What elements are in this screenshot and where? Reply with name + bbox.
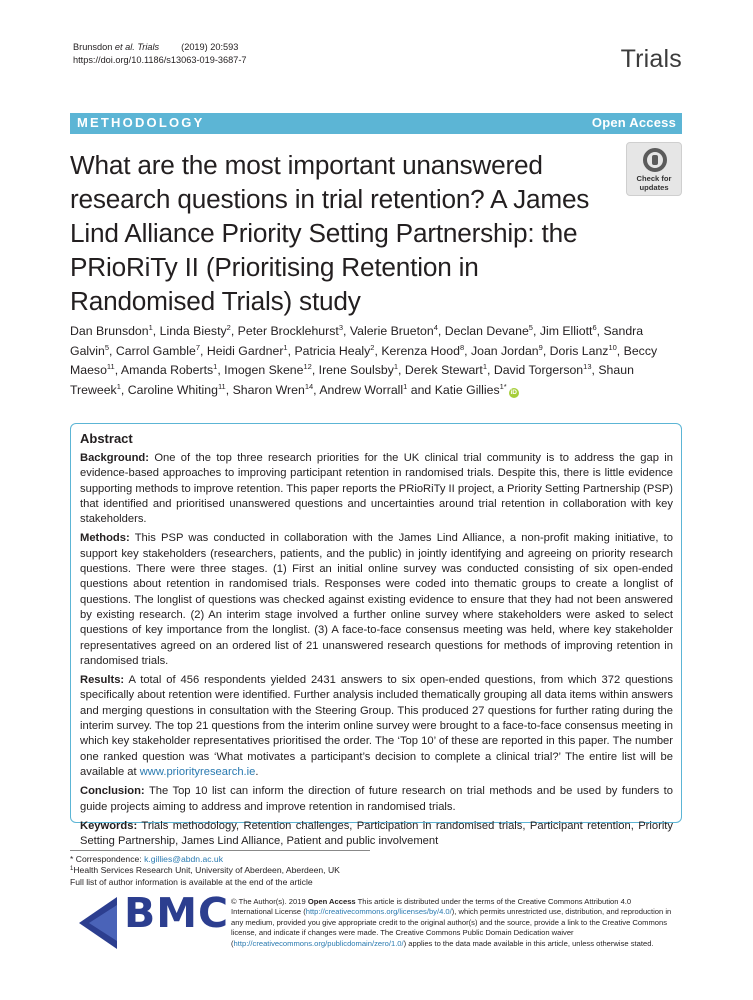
author-name-text: Jim Elliott	[539, 324, 593, 338]
author-name-text: Heidi Gardner	[206, 343, 284, 358]
abstract-keywords	[80, 819, 673, 850]
author-affiliation-mark: 1*	[499, 381, 507, 391]
license-link-by[interactable]: http://creativecommons.org/licenses/by/4.0/	[305, 907, 452, 917]
abstract-conclusion	[80, 784, 673, 815]
badge-line1: Check for	[636, 174, 672, 183]
author-name-text: Andrew Worrall	[319, 382, 404, 397]
abstract-box	[70, 423, 682, 848]
background-label: Background:	[80, 452, 149, 464]
bookmark-ring-icon	[643, 148, 667, 172]
author-name-text: Sharon Wren	[232, 382, 305, 397]
author-name-text: Imogen Skene	[224, 363, 304, 377]
author-name[interactable]	[70, 324, 153, 338]
author-name[interactable]	[381, 344, 464, 358]
author-name[interactable]	[494, 363, 592, 377]
author-name[interactable]	[319, 383, 407, 397]
priority-research-link[interactable]: www.priorityresearch.ie	[139, 765, 256, 778]
author-name[interactable]	[121, 363, 217, 377]
author-affiliation-mark: 11	[217, 381, 226, 391]
author-name-text: Kerenza Hood	[381, 343, 460, 358]
author-name[interactable]	[445, 324, 533, 338]
conclusion-text: The Top 10 list can inform the direction of future research on trial methods and be used by funders to guide projects aiming to address and improve retention in randomised trials.	[80, 785, 674, 813]
author-name-text: Declan Devane	[444, 324, 529, 338]
author-name[interactable]	[128, 383, 226, 397]
license-open-access: Open Access	[307, 897, 356, 906]
citation-header	[73, 41, 247, 67]
author-affiliation-mark: 10	[608, 342, 617, 352]
author-name[interactable]	[350, 324, 438, 338]
footnote	[70, 850, 370, 888]
methods-label: Methods:	[80, 532, 130, 545]
affiliation-text: Health Services Research Unit, University of Aberdeen, Aberdeen, UK	[73, 865, 340, 876]
methods-text: This PSP was conducted in collaboration with the James Lind Alliance, a non-profit making initiative, to support key stakeholders (researchers, patients, and the public) in jointly identifying and agreeing on priority research questions. There were three stages. (1) First an initial online survey was conducted consisting of six open-ended questions about retention in randomised trials. Responses were coded into thematic groups to create a longlist of questions. The longlist of questions was checked against existing evidence to ensure that they had not been answered by existing research. (2) An interim stage involved a further online survey where stakeholders were asked to select questions of key importance from the longlist. (3) A face-to-face consensus meeting was held, where key stakeholder representatives agreed on an ordered list of 21 unanswered research questions for methods of improving retention in randomised trials.	[80, 532, 674, 667]
author-affiliation-mark: 11	[106, 362, 115, 371]
citation-etal: et al. Trials	[114, 42, 160, 52]
author-name[interactable]	[238, 324, 343, 338]
author-name[interactable]	[233, 383, 314, 397]
journal-name: Trials	[620, 45, 682, 73]
citation-year: (2019) 20:593	[181, 42, 239, 52]
author-affiliation-mark: 1	[148, 323, 153, 332]
author-name[interactable]	[116, 344, 200, 358]
correspondence	[70, 854, 370, 865]
abstract-heading: Abstract	[80, 431, 133, 446]
author-affiliation-mark: 6	[592, 323, 597, 332]
author-affiliation-mark: 1	[393, 362, 399, 371]
bmc-logo-text: BMC	[124, 889, 230, 937]
orcid-icon[interactable]: iD	[510, 388, 517, 396]
author-joiner: and	[410, 382, 432, 397]
abstract-methods	[80, 531, 673, 669]
license-part2: This article is distributed under the terms of the Creative Commons Attribution 4.0 International License (	[231, 897, 632, 917]
author-affiliation-mark: 1	[213, 362, 218, 371]
keywords-label: Keywords:	[80, 819, 138, 832]
author-list: Dan Brunsdon$^1$, Linda Biesty$^2$, Peter Brocklehurst$^3$, Valerie Brueton$^4$, Declan Devane$^5$, Jim Elliott$^6$, Sandra Galvin$^5$, Carrol Gamble$^7$, Heidi Gardner$^1$, Patricia Healy$^2$, Kerenza Hood$^8$, Joan Jordan$^9$, Doris Lanz$^{10}$, Beccy Maeso$^{11}$, Amanda Roberts$^1$, Imogen Skene$^{12}$, Irene Soulsby$^1$, Derek Stewart$^1$, David Torgerson$^{13}$, Shaun Treweek$^1$, Caroline Whiting$^{11}$, Sharon Wren$^{14}$, Andrew Worrall$^1$ and Katie Gillies$^{1*}$iD	[70, 323, 658, 397]
author-name[interactable]	[550, 344, 617, 358]
abstract-results	[80, 673, 673, 780]
author-name-text: Shaun Treweek	[70, 363, 634, 397]
affiliation-mark: 1	[70, 866, 74, 873]
article-type-banner	[70, 113, 682, 134]
license-part3: ), which permits unrestricted use, distribution, and reproduction in any medium, provided you give appropriate credit to the original author(s) and the source, provide a link to the Creative Commons license, and indicate if changes were made. The Creative Commons Public Domain Dedication waiver (	[231, 907, 672, 948]
author-affiliation-mark: 8	[459, 342, 465, 352]
author-name-text: Dan Brunsdon	[70, 324, 149, 338]
license-link-zero[interactable]: http://creativecommons.org/publicdomain/zero/1.0/	[233, 938, 404, 948]
author-name-text: Peter Brocklehurst	[237, 324, 339, 338]
author-name[interactable]	[160, 324, 231, 338]
author-name-text: Patricia Healy	[294, 343, 371, 358]
author-affiliation-mark: 1	[403, 381, 408, 391]
full-author-info: Full list of author information is available at the end of the article	[70, 876, 313, 887]
author-name-text: Valerie Brueton	[349, 324, 434, 338]
license-copyright: © The Author(s). 2019	[231, 897, 306, 906]
article-title: What are the most important unanswered research questions in trial retention? A James Lind Alliance Priority Setting Partnership: the PRioRiTy II (Prioritising Retention in Randomised Trials) study	[70, 150, 590, 316]
author-name-text: David Torgerson	[493, 363, 584, 377]
doi-link[interactable]: https://doi.org/10.1186/s13063-019-3687-7	[73, 55, 247, 65]
author-name-text: Doris Lanz	[549, 343, 609, 358]
author-affiliation-mark: 14	[304, 381, 314, 391]
abstract-background	[80, 451, 673, 527]
author-affiliation-mark: 1	[482, 362, 487, 371]
keywords-text: Trials methodology, Retention challenges, Participation in randomised trials, Participant retention, Priority Setting Partnership, James Lind Alliance, Patient and public involvement	[80, 819, 674, 848]
author-affiliation-mark: 1	[283, 342, 288, 352]
results-end: .	[255, 765, 259, 778]
author-name-text: Joan Jordan	[470, 343, 539, 358]
background-text: One of the top three research priorities for the UK clinical trial community is to address the gap in evidence-based approaches to improving participant retention in randomised trials. Despite this, there is little evidence supporting methods to improve retention. This paper reports the PRioRiTy II project, a Priority Setting Partnership (PSP) that identified and prioritised unanswered questions and uncertainties around trial retention in collaboration with key stakeholders.	[80, 452, 674, 526]
author-name[interactable]	[435, 383, 507, 397]
author-name[interactable]	[471, 344, 543, 358]
author-name-text: Derek Stewart	[404, 363, 483, 377]
author-name-text: Katie Gillies	[434, 382, 500, 397]
author-name-text: Amanda Roberts	[120, 363, 214, 377]
author-name[interactable]	[405, 363, 487, 377]
author-affiliation-mark: 9	[538, 342, 543, 352]
affiliation	[70, 865, 370, 876]
citation-line	[73, 41, 247, 54]
author-name-text: Caroline Whiting	[127, 382, 218, 397]
author-affiliation-mark: 13	[583, 362, 592, 371]
check-for-updates-badge[interactable]	[626, 142, 682, 196]
results-text: A total of 456 respondents yielded 2431 answers to six open-ended questions, from which 372 questions specifically about retention were identified. Further analysis included thematically grouping all data items within answers and merging questions in consultation with the Steering Group. This produced 27 questions for further rating during the interim survey. The top 21 questions from the interim online survey were brought to a face-to-face consensus meeting in which key stakeholder representatives prioritised the order. The ‘Top 10’ of these are reported in this paper. The number one ranked question was ‘What motivates a participant’s decision to complete a clinical trial?’ The entire list will be available at	[80, 674, 673, 778]
author-affiliation-mark: 2	[226, 323, 231, 332]
author-name-text: Linda Biesty	[159, 324, 227, 338]
author-name-text: Sandra Galvin	[70, 324, 644, 358]
badge-line2: updates	[639, 182, 669, 192]
author-affiliation-mark: 5	[104, 342, 110, 352]
citation-authors: Brunsdon	[73, 42, 113, 52]
author-name-text: Irene Soulsby	[318, 363, 394, 377]
author-affiliation-mark: 2	[370, 342, 375, 352]
conclusion-label: Conclusion:	[80, 785, 145, 798]
author-affiliation-mark: 7	[195, 342, 201, 352]
results-label: Results:	[80, 674, 125, 687]
author-affiliation-mark: 12	[303, 362, 312, 371]
author-affiliation-mark: 4	[433, 323, 438, 332]
license-part4: ) applies to the data made available in this article, unless otherwise stated.	[403, 938, 654, 948]
correspondence-label: * Correspondence:	[70, 854, 142, 864]
author-name[interactable]	[207, 344, 288, 358]
license-text	[231, 897, 674, 949]
author-name[interactable]	[294, 344, 374, 358]
author-name-text: Carrol Gamble	[115, 343, 196, 358]
author-name-text: Beccy Maeso	[70, 343, 658, 377]
author-name[interactable]	[540, 324, 597, 338]
author-name[interactable]	[224, 363, 312, 377]
author-affiliation-mark: 1	[116, 381, 121, 391]
author-name[interactable]	[319, 363, 398, 377]
open-access-label: Open Access	[591, 115, 676, 130]
correspondence-email[interactable]: k.gillies@abdn.ac.uk	[144, 854, 224, 864]
badge-text	[627, 175, 681, 192]
author-affiliation-mark: 3	[338, 323, 343, 332]
article-type: METHODOLOGY	[77, 115, 205, 130]
author-affiliation-mark: 5	[528, 323, 533, 332]
